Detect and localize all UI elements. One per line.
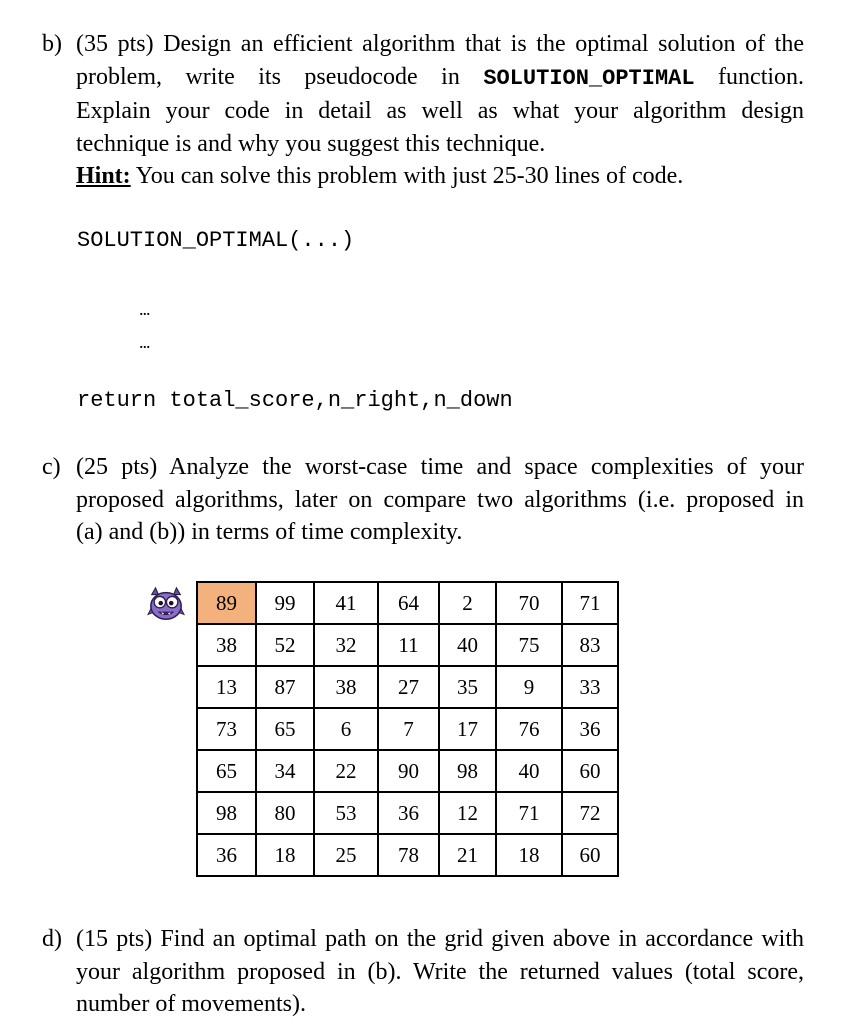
grid-cell: 98 bbox=[197, 792, 256, 834]
part-c-line-1: (25 pts) Analyze the worst-case time and space complexities of your bbox=[76, 454, 804, 480]
grid-cell: 40 bbox=[496, 750, 562, 792]
grid-cell: 64 bbox=[378, 582, 439, 624]
grid-cell: 13 bbox=[197, 666, 256, 708]
part-d-line-2: your algorithm proposed in (b). Write the returned values (total score, bbox=[76, 958, 804, 985]
grid-cell: 18 bbox=[256, 834, 314, 876]
grid-cell: 65 bbox=[197, 750, 256, 792]
grid-cell: 41 bbox=[314, 582, 378, 624]
part-b-label: b) bbox=[42, 31, 62, 57]
part-b-line-2-prefix: problem, write its pseudocode in bbox=[76, 63, 460, 90]
grid-cell: 35 bbox=[439, 666, 496, 708]
grid-cell: 33 bbox=[562, 666, 618, 708]
grid-cell: 36 bbox=[562, 708, 618, 750]
part-b-text bbox=[76, 28, 804, 193]
code-ellipsis-2: ... bbox=[139, 332, 150, 352]
grid-cell: 38 bbox=[314, 666, 378, 708]
part-d-text bbox=[76, 923, 804, 1021]
part-d-line-1: (15 pts) Find an optimal path on the grid given above in accordance with bbox=[76, 926, 804, 952]
grid-cell: 98 bbox=[439, 750, 496, 792]
grid-cell: 75 bbox=[496, 624, 562, 666]
grid-cell: 38 bbox=[197, 624, 256, 666]
grid-cell: 99 bbox=[256, 582, 314, 624]
part-c-line-2: proposed algorithms, later on compare two algorithms (i.e. proposed in bbox=[76, 486, 804, 513]
grid-cell: 27 bbox=[378, 666, 439, 708]
grid-cell: 21 bbox=[439, 834, 496, 876]
part-b-line-1: (35 pts) Design an efficient algorithm that is the optimal solution of the bbox=[76, 31, 804, 57]
grid-cell: 60 bbox=[562, 750, 618, 792]
part-c-line-3: (a) and (b)) in terms of time complexity. bbox=[76, 519, 463, 546]
score-grid bbox=[196, 581, 619, 877]
grid-row bbox=[197, 624, 618, 666]
part-c-text bbox=[76, 451, 804, 549]
grid-cell: 18 bbox=[496, 834, 562, 876]
grid-cell: 70 bbox=[496, 582, 562, 624]
grid-cell: 65 bbox=[256, 708, 314, 750]
grid-cell: 17 bbox=[439, 708, 496, 750]
grid-cell: 40 bbox=[439, 624, 496, 666]
part-b-line-4: technique is and why you suggest this technique. bbox=[76, 130, 546, 157]
grid-row bbox=[197, 666, 618, 708]
part-d-label: d) bbox=[42, 926, 62, 952]
grid-cell: 83 bbox=[562, 624, 618, 666]
hint-line bbox=[76, 160, 804, 193]
part-c-label: c) bbox=[42, 454, 61, 480]
function-name: SOLUTION_OPTIMAL bbox=[483, 65, 695, 91]
grid-cell-start: 89 bbox=[197, 582, 256, 624]
grid-row bbox=[197, 750, 618, 792]
part-b-line-2 bbox=[76, 61, 804, 96]
grid-cell: 22 bbox=[314, 750, 378, 792]
grid-cell: 2 bbox=[439, 582, 496, 624]
grid-cell: 6 bbox=[314, 708, 378, 750]
grid-cell: 9 bbox=[496, 666, 562, 708]
grid-cell: 71 bbox=[496, 792, 562, 834]
hint-label: Hint: bbox=[76, 163, 131, 190]
grid-cell: 12 bbox=[439, 792, 496, 834]
grid-row bbox=[197, 834, 618, 876]
grid-cell: 78 bbox=[378, 834, 439, 876]
grid-row bbox=[197, 708, 618, 750]
grid-cell: 73 bbox=[197, 708, 256, 750]
code-ellipsis-1: ... bbox=[139, 299, 150, 319]
grid-cell: 80 bbox=[256, 792, 314, 834]
grid-cell: 52 bbox=[256, 624, 314, 666]
grid-cell: 11 bbox=[378, 624, 439, 666]
grid-cell: 36 bbox=[378, 792, 439, 834]
grid-row bbox=[197, 582, 618, 624]
grid-cell: 71 bbox=[562, 582, 618, 624]
grid-cell: 72 bbox=[562, 792, 618, 834]
part-b-line-3: Explain your code in detail as well as what your algorithm design bbox=[76, 98, 804, 125]
code-signature: SOLUTION_OPTIMAL(...) bbox=[77, 228, 355, 253]
part-b-line-2-suffix: function. bbox=[718, 63, 805, 90]
monster-icon bbox=[147, 586, 185, 624]
grid-cell: 90 bbox=[378, 750, 439, 792]
grid-cell: 25 bbox=[314, 834, 378, 876]
grid-cell: 76 bbox=[496, 708, 562, 750]
code-return: return total_score,n_right,n_down bbox=[77, 388, 513, 413]
grid-cell: 7 bbox=[378, 708, 439, 750]
grid-cell: 87 bbox=[256, 666, 314, 708]
grid-cell: 36 bbox=[197, 834, 256, 876]
part-d-line-3: number of movements). bbox=[76, 991, 306, 1018]
hint-text: You can solve this problem with just 25-30 lines of code. bbox=[130, 163, 684, 190]
grid-cell: 32 bbox=[314, 624, 378, 666]
grid-cell: 34 bbox=[256, 750, 314, 792]
grid-row bbox=[197, 792, 618, 834]
grid-cell: 60 bbox=[562, 834, 618, 876]
grid-cell: 53 bbox=[314, 792, 378, 834]
